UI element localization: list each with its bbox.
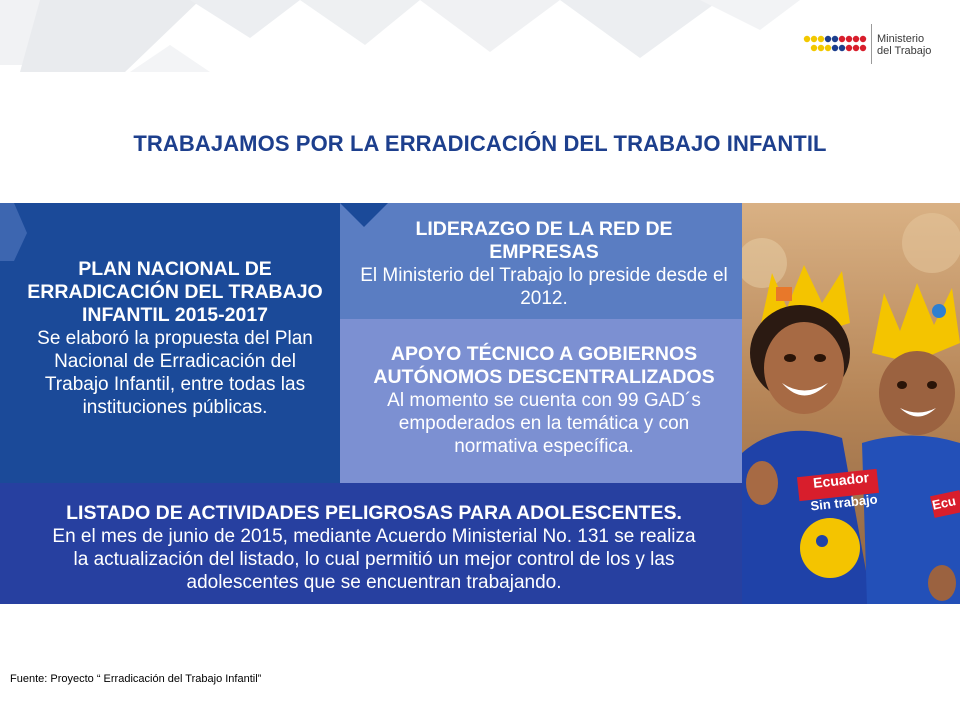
panel-apoyo-body-1: Al momento se cuenta con 99 GAD´s: [387, 390, 701, 411]
panel-liderazgo-heading-1: LIDERAZGO DE LA RED DE: [415, 218, 673, 240]
panel-apoyo-heading-1: APOYO TÉCNICO A GOBIERNOS: [390, 343, 698, 365]
panel-plan-heading-3: INFANTIL 2015-2017: [81, 304, 269, 326]
logo-line-2: del Trabajo: [877, 45, 932, 57]
children-illustration: [742, 203, 960, 604]
panel-listado-body-1: En el mes de junio de 2015, mediante Acuerdo Ministerial No. 131 se realiza: [52, 526, 696, 547]
panel-listado-body-2: la actualización del listado, lo cual permitió un mejor control de los y las: [73, 549, 675, 570]
panel-listado: [0, 483, 742, 604]
shirt-text-right: Ecu: [930, 493, 958, 513]
ministerio-logo: [803, 22, 933, 66]
panel-liderazgo-body-2: 2012.: [520, 288, 568, 309]
panel-liderazgo: [340, 203, 742, 319]
source-label: Fuente:: [10, 673, 48, 685]
panel-plan-body-2: Nacional de Erradicación del: [54, 351, 296, 372]
logo-dots-icon: [803, 34, 867, 56]
panel-plan-nacional: [0, 203, 340, 483]
source-text: Proyecto “ Erradicación del Trabajo Infantil”: [50, 673, 262, 685]
panel-plan-body-3: Trabajo Infantil, entre todas las: [44, 374, 306, 395]
panel-listado-body-3: adolescentes que se encuentran trabajando.: [186, 572, 562, 593]
panel-plan-body-4: instituciones públicas.: [82, 397, 268, 418]
panel-liderazgo-heading-2: EMPRESAS: [489, 241, 599, 263]
panel-apoyo-body-3: normativa específica.: [454, 436, 634, 457]
panel-listado-heading: LISTADO DE ACTIVIDADES PELIGROSAS PARA ADOLESCENTES.: [66, 502, 682, 524]
page-title: TRABAJAMOS POR LA ERRADICACIÓN DEL TRABAJO INFANTIL: [133, 131, 827, 156]
panel-plan-heading-1: PLAN NACIONAL DE: [78, 258, 272, 280]
logo-divider: [871, 24, 872, 64]
panel-plan-body-1: Se elaboró la propuesta del Plan: [37, 328, 313, 349]
shirt-text-ecuador: Ecuador: [812, 469, 870, 491]
left-notch-decoration: [0, 203, 30, 483]
logo-line-1: Ministerio: [877, 33, 925, 45]
panel-apoyo-tecnico: [340, 319, 742, 483]
shirt-text-sin-trabajo: Sin trabajo: [809, 491, 879, 514]
children-photo: [742, 203, 960, 604]
panel-apoyo-heading-2: AUTÓNOMOS DESCENTRALIZADOS: [373, 366, 715, 388]
panel-plan-heading-2: ERRADICACIÓN DEL TRABAJO: [27, 281, 323, 303]
panel-apoyo-body-2: empoderados en la temática y con: [398, 413, 690, 434]
panel-liderazgo-body-1: El Ministerio del Trabajo lo preside desde el: [360, 265, 728, 286]
source-note: [10, 673, 261, 685]
